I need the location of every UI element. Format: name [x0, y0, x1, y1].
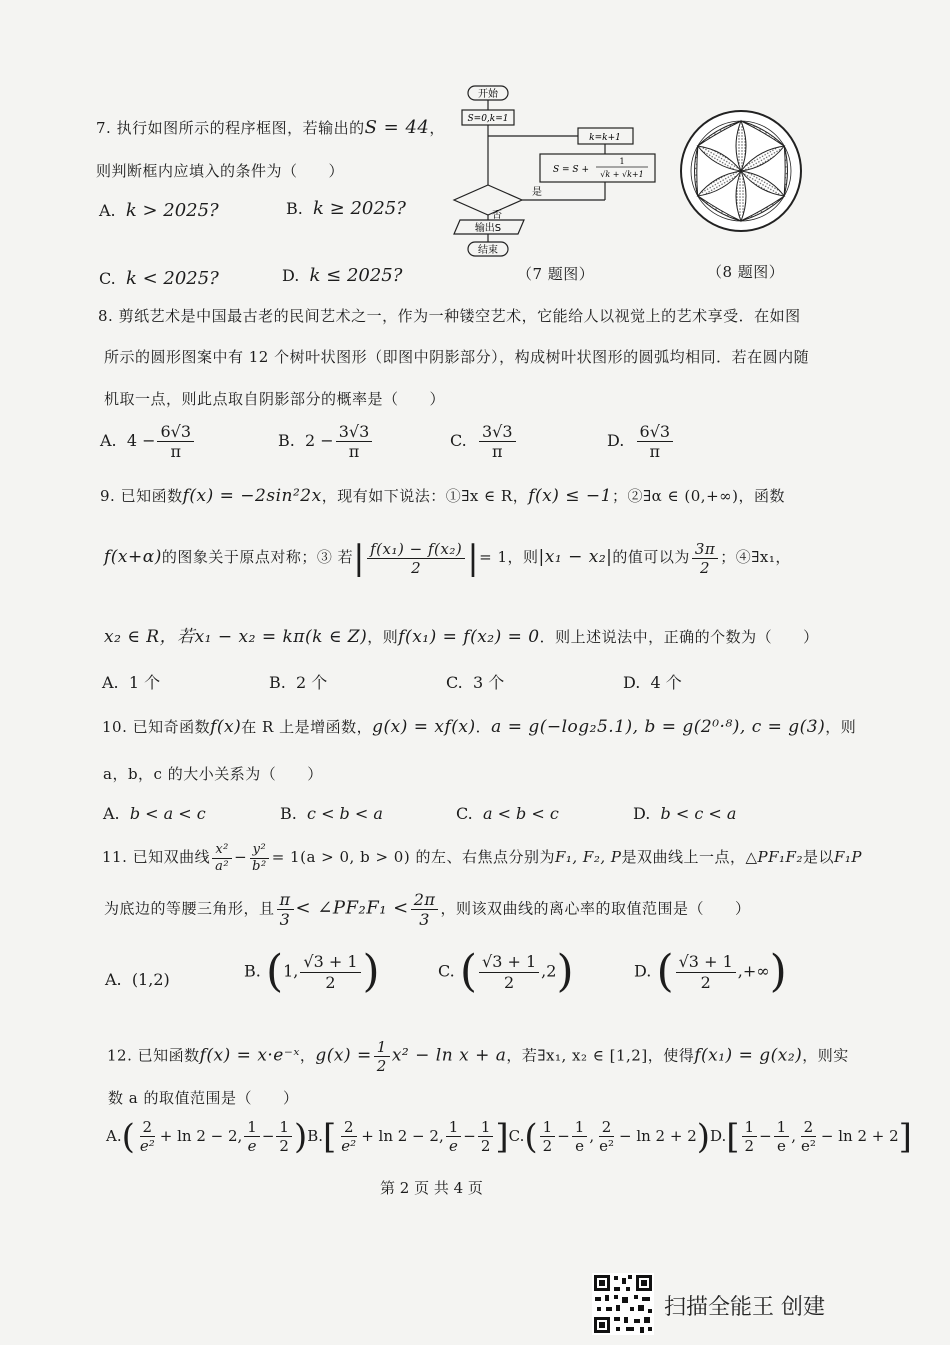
- q9-line2: f(x+α)的图象关于原点对称；③ 若| $\frac{\text{f(x₁) − f(x₂)}}{2}$ |= 1，则|x₁ − x₂|的值可以为 $\frac{3\pi}{2}$ ；④∃x₁，: [104, 538, 791, 578]
- q10-line2: a，b，c 的大小关系为（ ）: [103, 765, 323, 783]
- q12-options: [106, 1118, 912, 1155]
- q9-line3: x₂ ∈ R，若x₁ − x₂ = kπ(k ∈ Z)，则f(x₁) = f(x₂) = 0．则上述说法中，正确的个数为（ ）: [104, 627, 819, 647]
- q7-option-c: C. k < 2025?: [99, 268, 219, 289]
- q7-figure-caption: （7 题图）: [517, 265, 595, 283]
- flow-decision-diamond: [454, 185, 522, 215]
- flow-frac-num: 1: [619, 157, 625, 166]
- scanner-watermark-text: 扫描全能王 创建: [664, 1295, 825, 1320]
- q12-option-b: B.[ $\frac{2}{\text{e²}}$ + ln 2 − 2, $\frac{1}{e}$ − $\frac{1}{2}$ ]: [307, 1116, 509, 1157]
- q12-option-d: D.[ $\frac{1}{2}$ − $\frac{1}{e}$ , $\frac{2}{\text{e²}}$ − ln 2 + 2]: [710, 1116, 912, 1157]
- q7-option-a: A. k > 2025?: [99, 200, 219, 221]
- q9-option-a: A. 1 个: [102, 673, 161, 692]
- q9-line1: 9. 已知函数f(x) = −2sin²2x，现有如下说法：①∃x ∈ R，f(x) ≤ −1；②∃α ∈ (0,+∞)，函数: [100, 486, 785, 506]
- q10-option-b: B. c < b < a: [280, 804, 383, 823]
- q9-option-b: B. 2 个: [269, 673, 328, 692]
- q7-stem-line2: 则判断框内应填入的条件为（ ）: [96, 162, 345, 180]
- q8-option-a: A. 4 − $\frac{6√3}{\pi}$: [100, 422, 196, 461]
- flow-init-label: S=0,k=1: [467, 114, 509, 124]
- q10-option-a: A. b < a < c: [103, 804, 206, 823]
- q8-line3: 机取一点，则此点取自阴影部分的概率是（ ）: [104, 390, 446, 408]
- flow-no-label: 否: [492, 210, 502, 221]
- q11-line1: 11. 已知双曲线 $\frac{\text{x²}}{\text{a²}}$ − $\frac{\text{y²}}{\text{b²}}$ = 1(a > 0, b > 0) 的左、右焦点分别为F₁, F₂, P是双曲线上一点，△PF₁F₂是以F₁P: [102, 842, 862, 874]
- q7-option-b: B. k ≥ 2025?: [286, 198, 406, 219]
- q10-option-d: D. b < c < a: [633, 804, 737, 823]
- q11-option-b: B. (1, $\frac{√3 + 1}{2}$ ): [244, 946, 380, 997]
- q12-option-c: C.( $\frac{1}{2}$ − $\frac{1}{e}$ , $\frac{2}{\text{e²}}$ − ln 2 + 2): [508, 1116, 711, 1157]
- q8-option-b: B. 2 − $\frac{3√3}{\pi}$: [278, 422, 374, 461]
- qr-code-icon: [592, 1273, 654, 1335]
- q11-line2: 为底边的等腰三角形，且 $\frac{\pi}{3}$ < ∠PF₂F₁ < $\frac{2\pi}{3}$ ，则该双曲线的离心率的取值范围是（ ）: [104, 890, 751, 930]
- q8-line1: 8. 剪纸艺术是中国最古老的民间艺术之一，作为一种镂空艺术，它能给人以视觉上的艺术享受．在如图: [98, 307, 801, 325]
- q7-flowchart: [440, 78, 670, 268]
- q12-option-a: A.( $\frac{2}{\text{e²}}$ + ln 2 − 2, $\frac{1}{e}$ − $\frac{1}{2}$ ): [106, 1116, 308, 1157]
- flow-end-label: 结束: [478, 245, 498, 256]
- q12-line2: 数 a 的取值范围是（ ）: [108, 1089, 299, 1107]
- q11-option-a: A. (1,2): [105, 970, 170, 989]
- q8-option-c: C. $\frac{3√3}{\pi}$: [450, 422, 518, 461]
- page-number: 第 2 页 共 4 页: [380, 1179, 483, 1197]
- flow-frac-den: √k + √k+1: [600, 170, 644, 179]
- q10-line1: 10. 已知奇函数f(x)在 R 上是增函数，g(x) = xf(x)．a = g(−log₂5.1), b = g(2⁰·⁸), c = g(3)，则: [102, 717, 857, 737]
- flow-yes-label: 是: [532, 187, 542, 198]
- q10-option-c: C. a < b < c: [456, 804, 559, 823]
- q12-line1: 12. 已知函数f(x) = x·e⁻ˣ，g(x) = $\frac{1}{2}$ x² − ln x + a，若∃x₁, x₂ ∈ [1,2]，使得f(x₁) = g(x₂)，则实: [107, 1038, 849, 1075]
- flow-update-k-label: k=k+1: [589, 133, 621, 143]
- q9-option-c: C. 3 个: [446, 673, 505, 692]
- q9-option-d: D. 4 个: [623, 673, 682, 692]
- flow-update-s-label: S = S +: [553, 165, 589, 175]
- q11-option-c: C. ( $\frac{√3 + 1}{2}$ ,2): [438, 946, 574, 997]
- q8-line2: 所示的圆形图案中有 12 个树叶状图形（即图中阴影部分），构成树叶状图形的圆弧均相同．若在圆内随: [104, 348, 810, 366]
- flow-start-label: 开始: [478, 89, 498, 100]
- q8-option-d: D. $\frac{6√3}{\pi}$: [607, 422, 675, 461]
- q8-figure-caption: （8 题图）: [707, 263, 785, 281]
- q7-option-d: D. k ≤ 2025?: [282, 265, 403, 286]
- q8-figure-paper-cut: [678, 108, 804, 234]
- flow-output-label: 输出S: [474, 223, 502, 234]
- q11-option-d: D. ( $\frac{√3 + 1}{2}$ ,+∞): [634, 946, 787, 997]
- q7-stem-line1: 7. 执行如图所示的程序框图，若输出的S = 44，: [96, 117, 445, 138]
